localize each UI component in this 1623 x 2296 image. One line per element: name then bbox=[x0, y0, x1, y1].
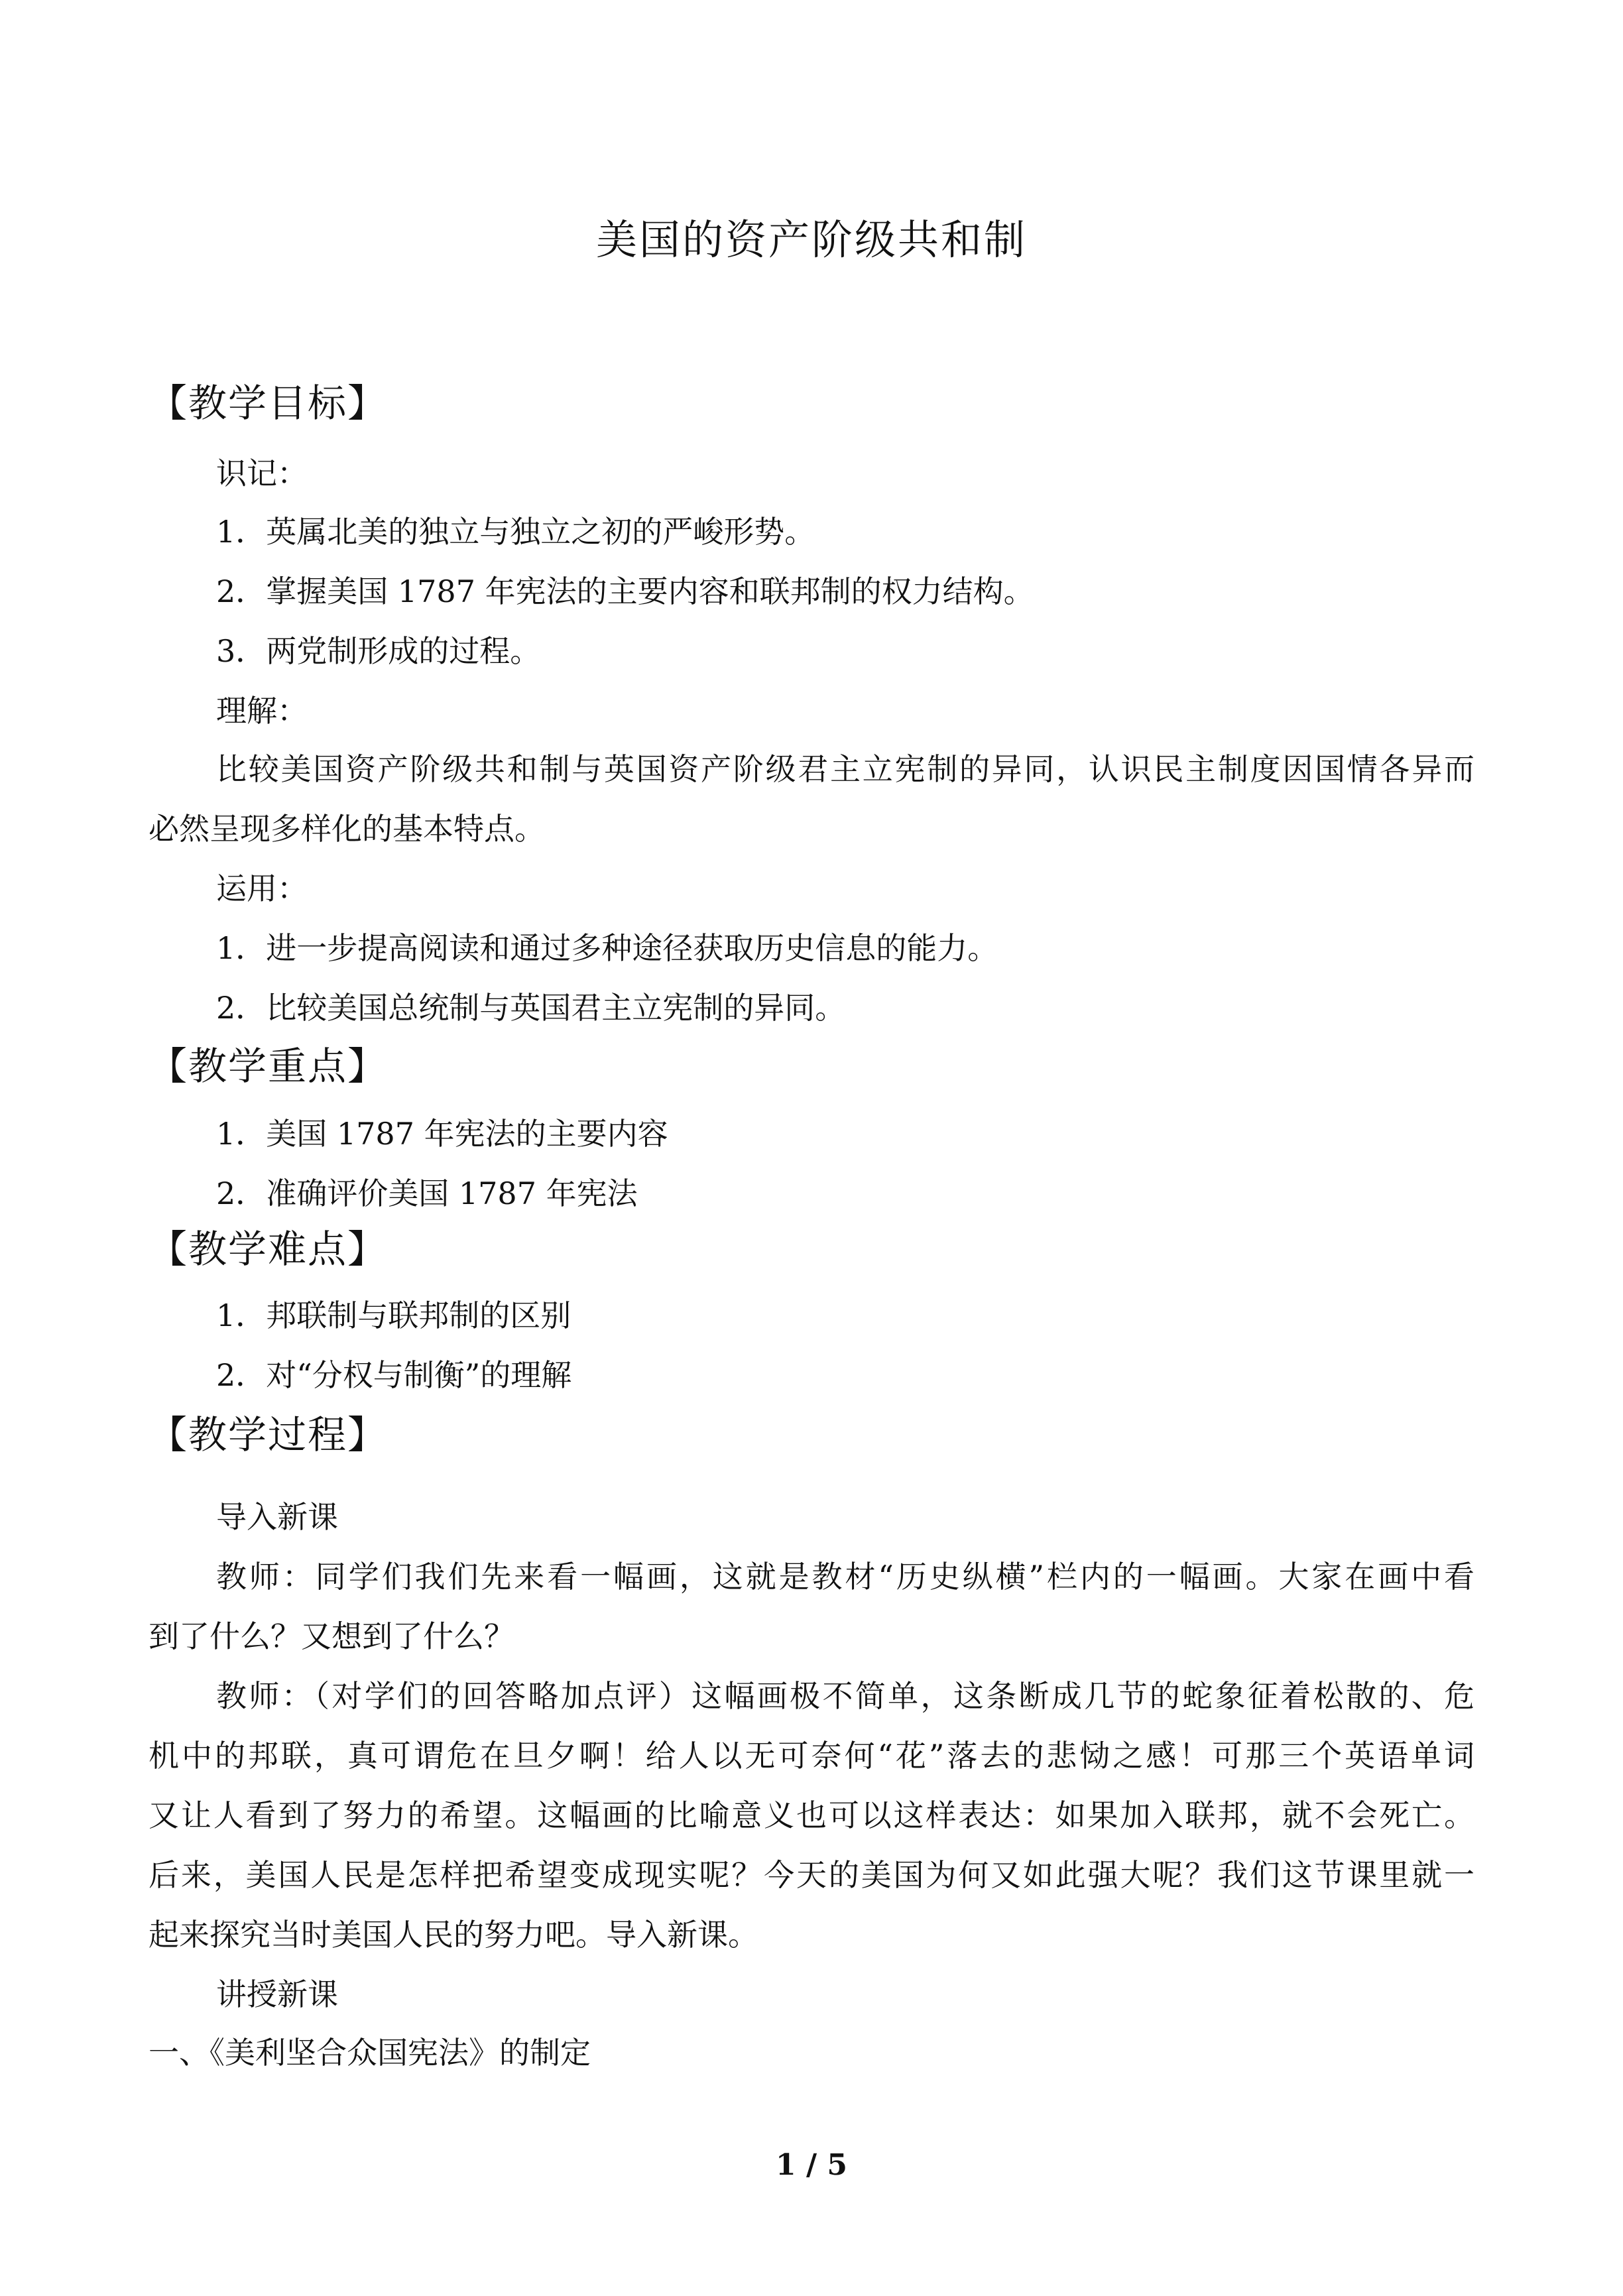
difficulty-item: 2．对“分权与制衡”的理解 bbox=[216, 1357, 572, 1393]
recall-item: 2．掌握美国 1787 年宪法的主要内容和联邦制的权力结构。 bbox=[216, 574, 1034, 609]
understand-paragraph-line: 必然呈现多样化的基本特点。 bbox=[149, 811, 545, 847]
intro-paragraph-line: 教师：同学们我们先来看一幅画，这就是教材“历史纵横”栏内的一幅画。大家在画中看 bbox=[216, 1559, 1474, 1595]
intro-label: 导入新课 bbox=[216, 1499, 338, 1535]
lecture-label: 讲授新课 bbox=[216, 1976, 338, 2012]
section-one-heading: 一、《美利坚合众国宪法》的制定 bbox=[149, 2035, 591, 2071]
apply-label: 运用： bbox=[216, 871, 308, 906]
difficulty-item: 1．邦联制与联邦制的区别 bbox=[216, 1298, 571, 1333]
objectives-heading: 【教学目标】 bbox=[149, 381, 388, 426]
recall-item: 1．英属北美的独立与独立之初的严峻形势。 bbox=[216, 514, 815, 550]
process-heading: 【教学过程】 bbox=[149, 1412, 388, 1457]
teacher-paragraph-line: 又让人看到了努力的希望。这幅画的比喻意义也可以这样表达：如果加入联邦，就不会死亡。 bbox=[149, 1797, 1474, 1833]
teacher-paragraph-line: 教师：（对学们的回答略加点评）这幅画极不简单，这条断成几节的蛇象征着松散的、危 bbox=[216, 1678, 1474, 1714]
recall-label: 识记： bbox=[216, 455, 308, 491]
difficulties-heading: 【教学难点】 bbox=[149, 1227, 388, 1272]
page-number: 1 / 5 bbox=[776, 2148, 847, 2182]
teacher-paragraph-line: 起来探究当时美国人民的努力吧。导入新课。 bbox=[149, 1917, 758, 1953]
teacher-paragraph-line: 后来，美国人民是怎样把希望变成现实呢？今天的美国为何又如此强大呢？我们这节课里就一 bbox=[149, 1857, 1474, 1893]
understand-paragraph-line: 比较美国资产阶级共和制与英国资产阶级君主立宪制的异同，认识民主制度因国情各异而 bbox=[216, 751, 1474, 787]
intro-paragraph-line: 到了什么？又想到了什么？ bbox=[149, 1618, 514, 1654]
key-point-item: 2．准确评价美国 1787 年宪法 bbox=[216, 1176, 638, 1211]
apply-item: 1．进一步提高阅读和通过多种途径获取历史信息的能力。 bbox=[216, 930, 998, 966]
apply-item: 2．比较美国总统制与英国君主立宪制的异同。 bbox=[216, 990, 846, 1026]
understand-label: 理解： bbox=[216, 693, 308, 729]
recall-item: 3．两党制形成的过程。 bbox=[216, 633, 541, 669]
key-point-item: 1．美国 1787 年宪法的主要内容 bbox=[216, 1116, 668, 1152]
document-title: 美国的资产阶级共和制 bbox=[595, 215, 1027, 264]
key-points-heading: 【教学重点】 bbox=[149, 1044, 388, 1089]
teacher-paragraph-line: 机中的邦联，真可谓危在旦夕啊！给人以无可奈何“花”落去的悲恸之感！可那三个英语单词 bbox=[149, 1738, 1474, 1774]
